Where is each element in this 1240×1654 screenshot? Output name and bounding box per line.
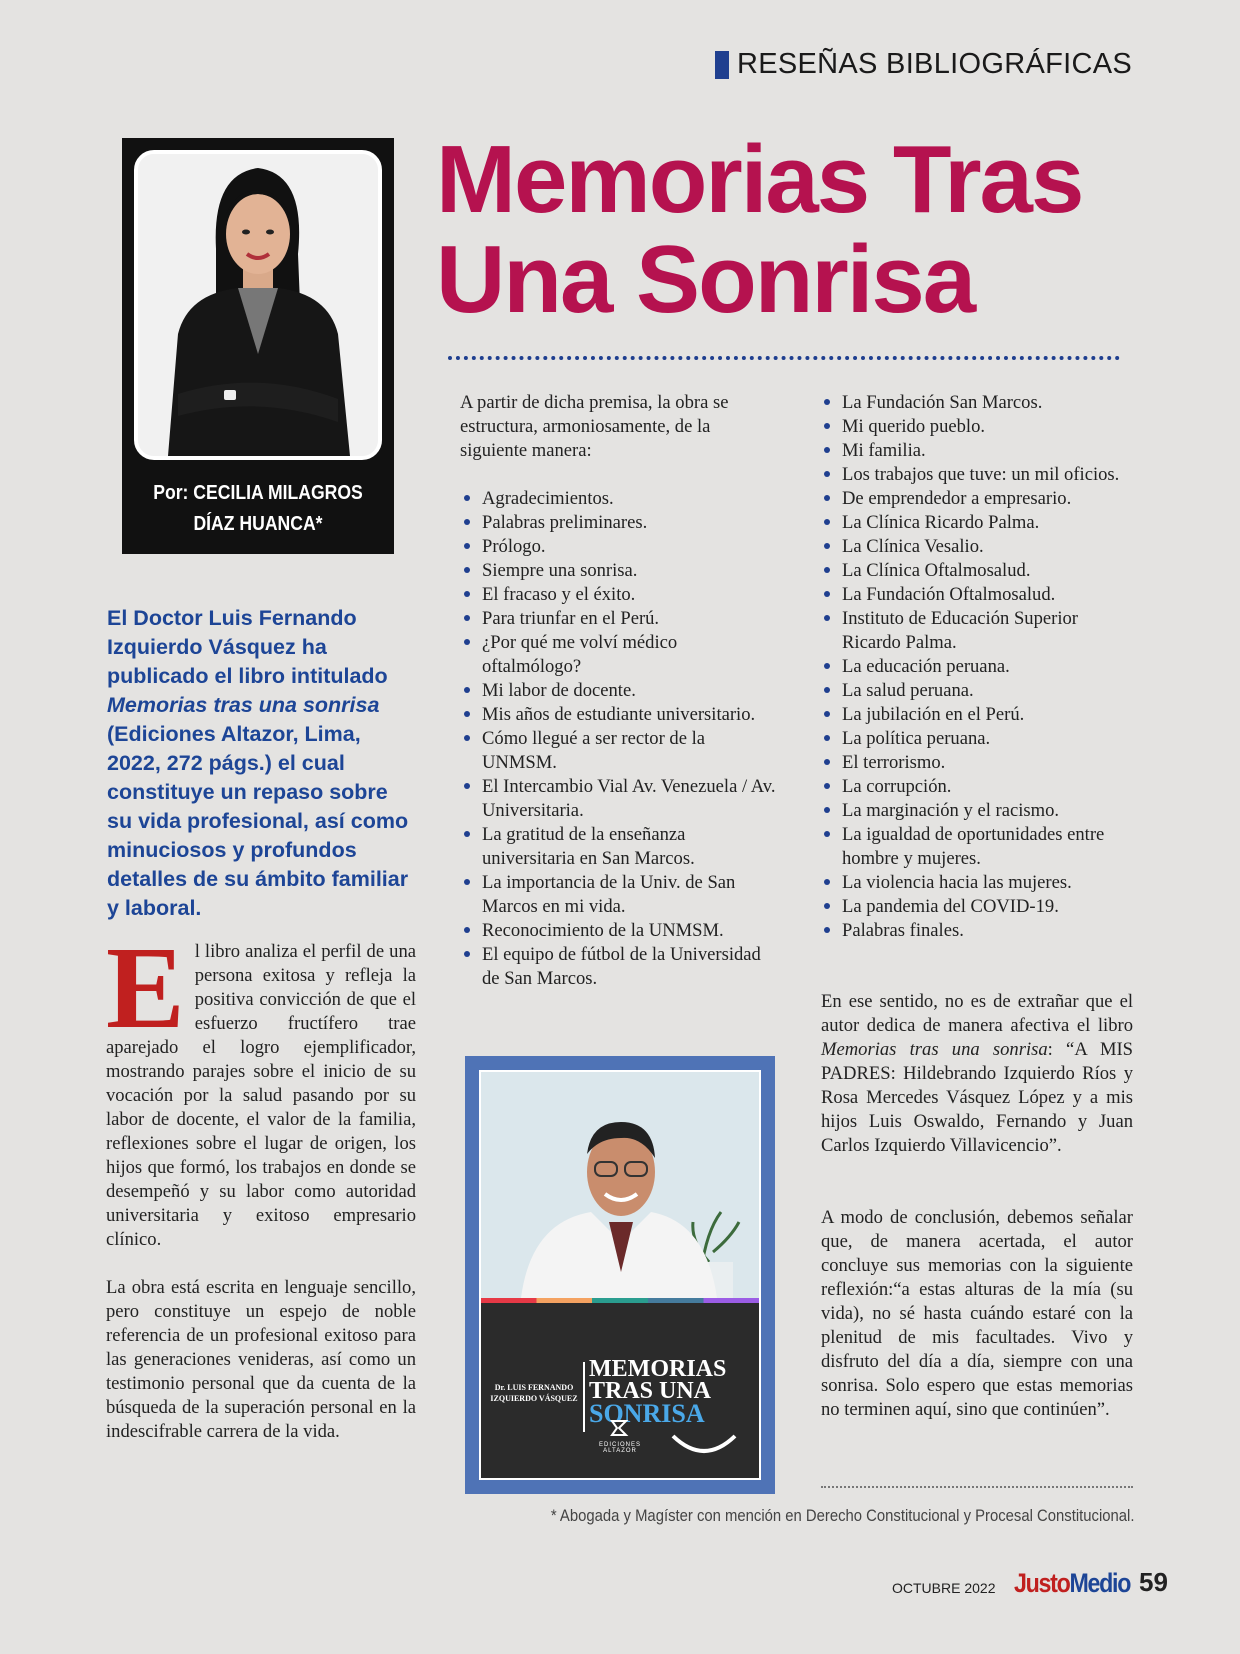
section-header [715, 48, 1132, 81]
contents-item: El equipo de fútbol de la Universidad de San Marcos. [460, 943, 780, 991]
section-title: RESEÑAS BIBLIOGRÁFICAS [737, 48, 1132, 80]
paragraph-1-text: l libro analiza el perfil de una persona exitosa y refleja la positiva convicción de que el esfuerzo fructífero trae aparejado el logro ejemplificador, mostrando parajes sobre el inicio de su vocación por la salud pasando por su labor de docente, el valor de la familia, reflexiones sobre el lugar de origen, los hijos que formó, los trabajos en donde se desempeñó y su labor como autoridad universitaria y exitoso empresario clínico. [106, 941, 416, 1250]
contents-item: La gratitud de la enseñanza universitaria en San Marcos. [460, 823, 780, 871]
contents-item: ¿Por qué me volví médico oftalmólogo? [460, 631, 780, 679]
lead-text-1: El Doctor Luis Fernando Izquierdo Vásquez ha publicado el libro intitulado [107, 606, 388, 688]
publisher-line2: ALTAZOR [603, 1448, 637, 1454]
contents-item: Cómo llegué a ser rector de la UNMSM. [460, 727, 780, 775]
contents-list-2 [820, 391, 1140, 943]
book-cover [479, 1070, 761, 1480]
body-column-1 [106, 922, 416, 1444]
contents-item: La importancia de la Univ. de San Marcos en mi vida. [460, 871, 780, 919]
contents-item: Mi labor de docente. [460, 679, 780, 703]
footnote: * Abogada y Magíster con mención en Derecho Constitucional y Procesal Constitucional. [550, 1507, 1134, 1525]
contents-item: El Intercambio Vial Av. Venezuela / Av. Universitaria. [460, 775, 780, 823]
book-cover-photo [481, 1072, 759, 1298]
book-cover-frame [465, 1056, 775, 1494]
paragraph-2: La obra está escrita en lenguaje sencillo, pero constituye un espejo de noble referencia de un profesional exitoso para las generaciones venideras, así como un testimonio personal que da cuenta de la búsqueda de la superación personal en la indescifrable carrera de la vida. [106, 1277, 416, 1442]
paragraph-dedication [821, 990, 1133, 1158]
book-author-line1: Dr. LUIS FERNANDO [494, 1383, 574, 1392]
contents-item: Mi familia. [820, 439, 1140, 463]
contents-item: La Fundación San Marcos. [820, 391, 1140, 415]
issue-date: OCTUBRE 2022 [892, 1580, 996, 1596]
contents-item: La Clínica Oftalmosalud. [820, 559, 1140, 583]
author-box [122, 138, 394, 554]
lead-text-2: (Ediciones Altazor, Lima, 2022, 272 págs.) el cual constituye un repaso sobre su vida profesional, así como minuciosos y profundos detalles de su ámbito familiar y laboral. [107, 722, 409, 920]
contents-item: El terrorismo. [820, 751, 1140, 775]
magazine-logo [1014, 1568, 1130, 1599]
book-author-line2: IZQUIERDO VÁSQUEZ [490, 1394, 578, 1403]
contents-item: La Fundación Oftalmosalud. [820, 583, 1140, 607]
paragraph-1 [106, 922, 416, 1252]
title-divider [448, 356, 1120, 360]
book-title-line1: MEMORIAS [589, 1356, 727, 1382]
publisher-logo-icon [609, 1418, 629, 1438]
magazine-logo-part2: Medio [1069, 1568, 1131, 1598]
contents-item: La salud peruana. [820, 679, 1140, 703]
drop-cap: E [106, 922, 185, 1053]
contents-item: La educación peruana. [820, 655, 1140, 679]
section-marker [715, 51, 729, 79]
page-number: 59 [1139, 1567, 1168, 1597]
magazine-logo-part1: Justo [1014, 1568, 1070, 1598]
contents-item: La pandemia del COVID-19. [820, 895, 1140, 919]
article-title-line2: Una Sonrisa [436, 226, 975, 333]
author-byline-line2: DÍAZ HUANCA* [193, 513, 323, 535]
contents-item: La jubilación en el Perú. [820, 703, 1140, 727]
contents-item: La igualdad de oportunidades entre hombre y mujeres. [820, 823, 1140, 871]
contents-item: La Clínica Ricardo Palma. [820, 511, 1140, 535]
dedication-text-1: En ese sentido, no es de extrañar que el autor dedica de manera afectiva el libro [821, 991, 1133, 1036]
contents-item: La política peruana. [820, 727, 1140, 751]
contents-item: El fracaso y el éxito. [460, 583, 780, 607]
article-title [436, 126, 1176, 333]
contents-item: Siempre una sonrisa. [460, 559, 780, 583]
author-byline [138, 478, 377, 540]
contents-item: La Clínica Vesalio. [820, 535, 1140, 559]
contents-item: Los trabajos que tuve: un mil oficios. [820, 463, 1140, 487]
dedication-book-title: Memorias tras una sonrisa [821, 1039, 1048, 1060]
contents-item: La marginación y el racismo. [820, 799, 1140, 823]
contents-item: La corrupción. [820, 775, 1140, 799]
footnote-divider [821, 1486, 1133, 1488]
contents-item: Instituto de Educación Superior Ricardo Palma. [820, 607, 1140, 655]
contents-item: Mis años de estudiante universitario. [460, 703, 780, 727]
contents-intro: A partir de dicha premisa, la obra se estructura, armoniosamente, de la siguiente manera: [460, 392, 729, 461]
publisher-line1: EDICIONES [598, 1442, 641, 1448]
article-title-line1: Memorias Tras [436, 126, 1083, 233]
contents-item: Mi querido pueblo. [820, 415, 1140, 439]
book-title-line3: SONRISA [589, 1399, 705, 1428]
book-cover-publisher [481, 1442, 759, 1454]
lead-paragraph [107, 604, 417, 923]
contents-item: Palabras finales. [820, 919, 1140, 943]
dedication-text-2: : “A MIS PADRES: Hildebrando Izquierdo Ríos y Rosa Mercedes Vásquez López y a mis hijos Luis Oswaldo, Fernando y Juan Carlos Izquierdo Villavicencio”. [821, 1039, 1134, 1156]
lead-book-title: Memorias tras una sonrisa [107, 693, 380, 717]
contents-list-1 [460, 487, 780, 991]
contents-item: La violencia hacia las mujeres. [820, 871, 1140, 895]
book-cover-divider [583, 1362, 585, 1432]
contents-item: Para triunfar en el Perú. [460, 607, 780, 631]
contents-item: De emprendedor a empresario. [820, 487, 1140, 511]
book-cover-title [589, 1358, 755, 1426]
contents-item: Agradecimientos. [460, 487, 780, 511]
contents-item: Prólogo. [460, 535, 780, 559]
book-cover-author [487, 1382, 581, 1404]
author-byline-line1: Por: CECILIA MILAGROS [153, 482, 363, 504]
contents-item: Palabras preliminares. [460, 511, 780, 535]
contents-item: Reconocimiento de la UNMSM. [460, 919, 780, 943]
book-title-line2: TRAS UNA [589, 1378, 712, 1404]
paragraph-conclusion: A modo de conclusión, debemos señalar que, de manera acertada, el autor concluye sus memorias con la siguiente reflexión:“a estas alturas de la mía (su vida), no sé hasta cuándo estaré con la plenitud de mis facultades. Vivo y disfruto del día a día, siempre con una sonrisa. Solo espero que estas memorias no terminen aquí, sino que continúen”. [821, 1207, 1133, 1420]
book-cover-stripe [481, 1298, 759, 1303]
author-photo [134, 150, 382, 460]
